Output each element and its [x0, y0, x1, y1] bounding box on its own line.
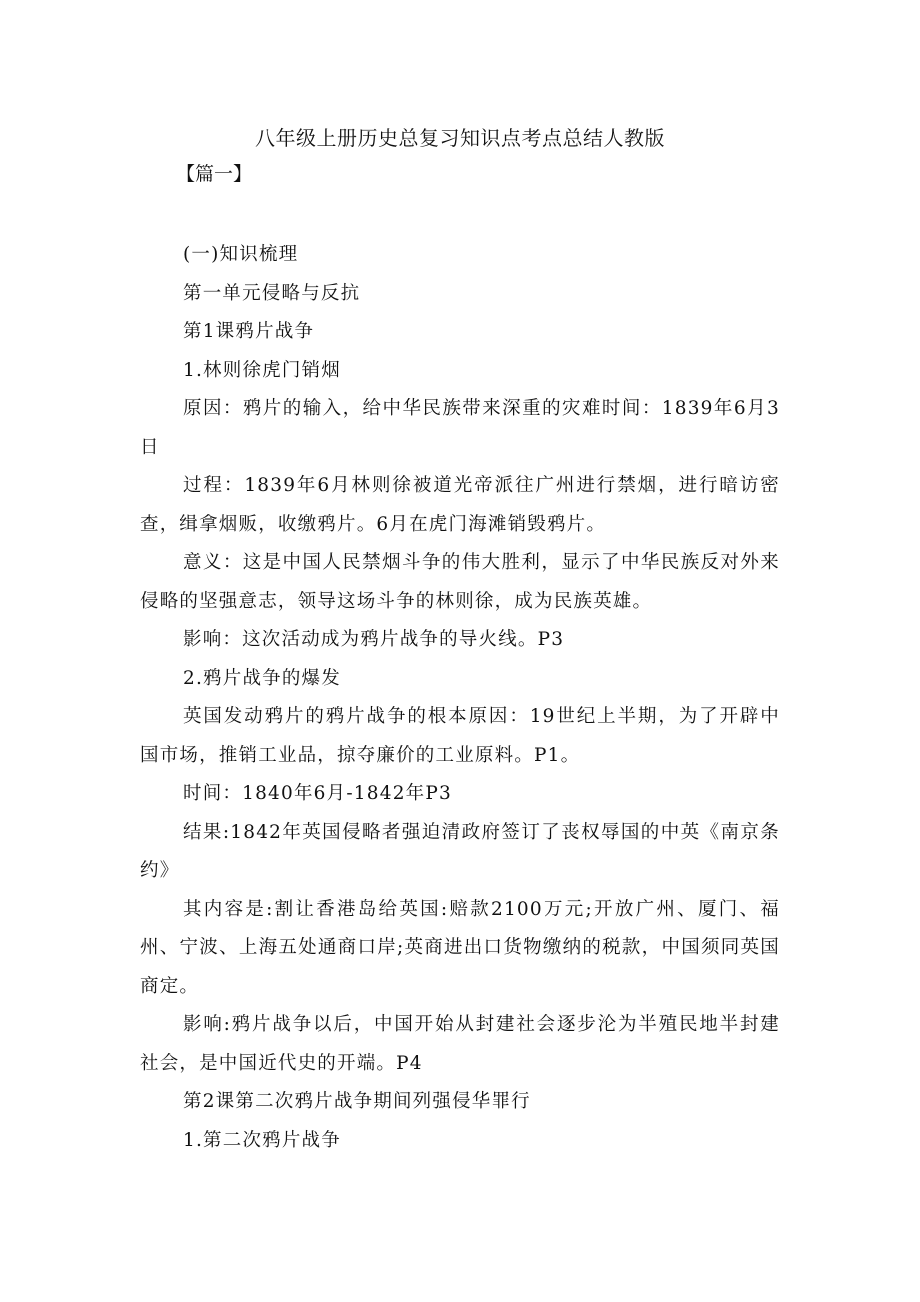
paragraph: 影响：这次活动成为鸦片战争的导火线。P3: [183, 629, 565, 650]
paragraph: 影响:鸦片战争以后，中国开始从封建社会逐步沦为半殖民地半封建社会，是中国近代史的开端。P4: [140, 1014, 780, 1074]
lesson-heading: 第2课第二次鸦片战争期间列强侵华罪行: [183, 1091, 531, 1112]
paragraph: 时间：1840年6月-1842年P3: [183, 783, 453, 804]
document-title: 八年级上册历史总复习知识点考点总结人教版: [255, 126, 665, 150]
section-heading: (一)知识梳理: [183, 244, 299, 265]
topic-heading: 2.鸦片战争的爆发: [183, 667, 341, 689]
paragraph: 过程：1839年6月林则徐被道光帝派往广州进行禁烟，进行暗访密查，缉拿烟贩，收缴鸦片。6月在虎门海滩销毁鸦片。: [140, 475, 780, 535]
unit-heading: 第一单元侵略与反抗: [183, 282, 361, 304]
document-body: [140, 236, 780, 1160]
topic-heading: 1.林则徐虎门销烟: [183, 359, 341, 381]
lesson-heading: 第1课鸦片战争: [183, 321, 315, 342]
part-label: 【篇一】: [176, 163, 253, 185]
paragraph: 原因：鸦片的输入，给中华民族带来深重的灾难时间：1839年6月3日: [140, 398, 780, 458]
topic-heading: 1.第二次鸦片战争: [183, 1129, 341, 1151]
paragraph: 结果:1842年英国侵略者强迫清政府签订了丧权辱国的中英《南京条约》: [140, 821, 780, 881]
paragraph: 其内容是:割让香港岛给英国:赔款2100万元;开放广州、厦门、福州、宁波、上海五处通商口岸;英商进出口货物缴纳的税款，中国须同英国商定。: [140, 898, 780, 997]
paragraph: 英国发动鸦片的鸦片战争的根本原因：19世纪上半期，为了开辟中国市场，推销工业品，掠夺廉价的工业原料。P1。: [140, 706, 780, 766]
paragraph: 意义：这是中国人民禁烟斗争的伟大胜利，显示了中华民族反对外来侵略的坚强意志，领导这场斗争的林则徐，成为民族英雄。: [140, 552, 780, 612]
